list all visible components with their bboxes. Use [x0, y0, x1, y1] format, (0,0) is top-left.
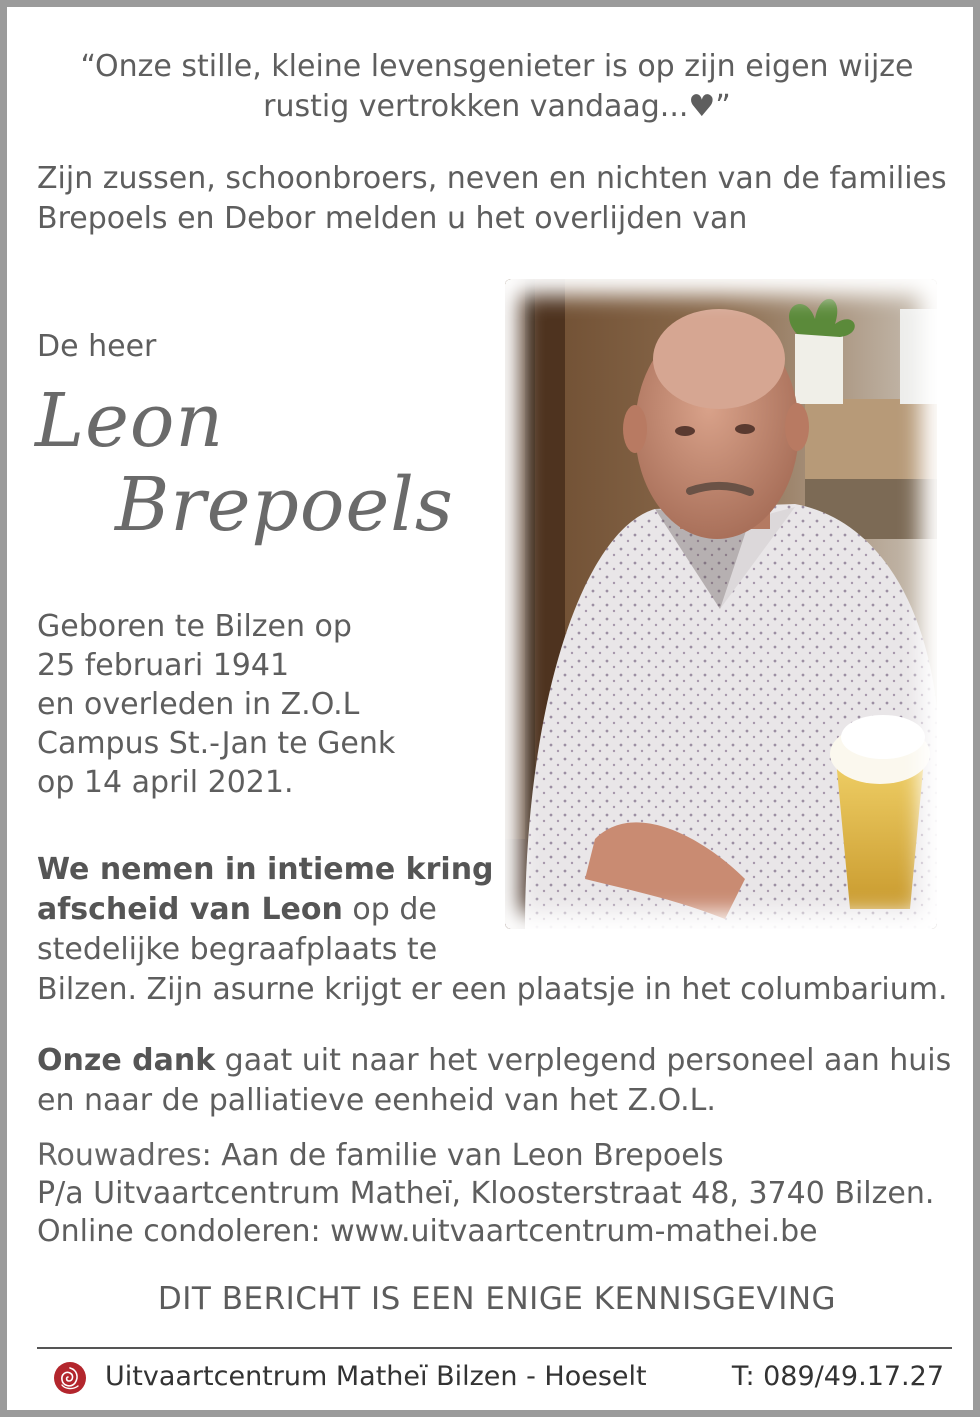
birth-line-5: op 14 april 2021.: [37, 765, 294, 800]
deceased-last-name: Brepoels: [115, 462, 454, 548]
address-label: Rouwadres: [37, 1138, 202, 1173]
announcement-intro: [37, 159, 967, 239]
thanks-bold: Onze dank: [37, 1043, 216, 1078]
farewell-details: [37, 850, 977, 1010]
intro-line-2: Brepoels en Debor melden u het overlijden van: [37, 201, 748, 236]
birth-death-details: [37, 607, 477, 802]
portrait-photo: [505, 279, 937, 929]
farewell-bold-1: We nemen in intieme kring: [37, 852, 494, 887]
quote-line-2: rustig vertrokken vandaag...♥”: [263, 89, 731, 124]
intro-line-1: Zijn zussen, schoonbroers, neven en nichten van de families: [37, 161, 947, 196]
farewell-line-3: stedelijke begraafplaats te: [37, 932, 438, 967]
footer-divider: [37, 1347, 952, 1349]
rose-logo-icon: [53, 1361, 87, 1395]
farewell-line-2: op de: [342, 892, 437, 927]
address-line-2: P/a Uitvaartcentrum Matheï, Kloosterstraat 48, 3740 Bilzen.: [37, 1176, 935, 1211]
thanks-section: [37, 1041, 967, 1121]
funeral-home-phone[interactable]: T: 089/49.17.27: [731, 1361, 944, 1392]
address-line-1: : Aan de familie van Leon Brepoels: [201, 1138, 724, 1173]
thanks-line-1: gaat uit naar het verplegend personeel aan huis: [215, 1043, 952, 1078]
honorific: De heer: [37, 329, 157, 364]
birth-line-3: en overleden in Z.O.L: [37, 687, 360, 722]
sole-notice: DIT BERICHT IS EEN ENIGE KENNISGEVING: [157, 1281, 837, 1317]
birth-line-1: Geboren te Bilzen op: [37, 609, 352, 644]
deceased-first-name: Leon: [35, 378, 225, 464]
birth-line-2: 25 februari 1941: [37, 648, 290, 683]
thanks-line-2: en naar de palliatieve eenheid van het Z.O.L.: [37, 1083, 716, 1118]
farewell-bold-2: afscheid van Leon: [37, 892, 343, 927]
footer: [37, 1355, 952, 1399]
farewell-line-4: Bilzen. Zijn asurne krijgt er een plaatsje in het columbarium.: [37, 972, 948, 1007]
condolence-link[interactable]: Online condoleren: www.uitvaartcentrum-mathei.be: [37, 1214, 818, 1249]
portrait-illustration: [505, 279, 937, 929]
opening-quote: [37, 47, 957, 127]
mourning-address: [37, 1137, 967, 1251]
funeral-home-name: Uitvaartcentrum Matheï Bilzen - Hoeselt: [105, 1361, 647, 1392]
quote-line-1: “Onze stille, kleine levensgenieter is op zijn eigen wijze: [80, 49, 914, 84]
birth-line-4: Campus St.-Jan te Genk: [37, 726, 396, 761]
